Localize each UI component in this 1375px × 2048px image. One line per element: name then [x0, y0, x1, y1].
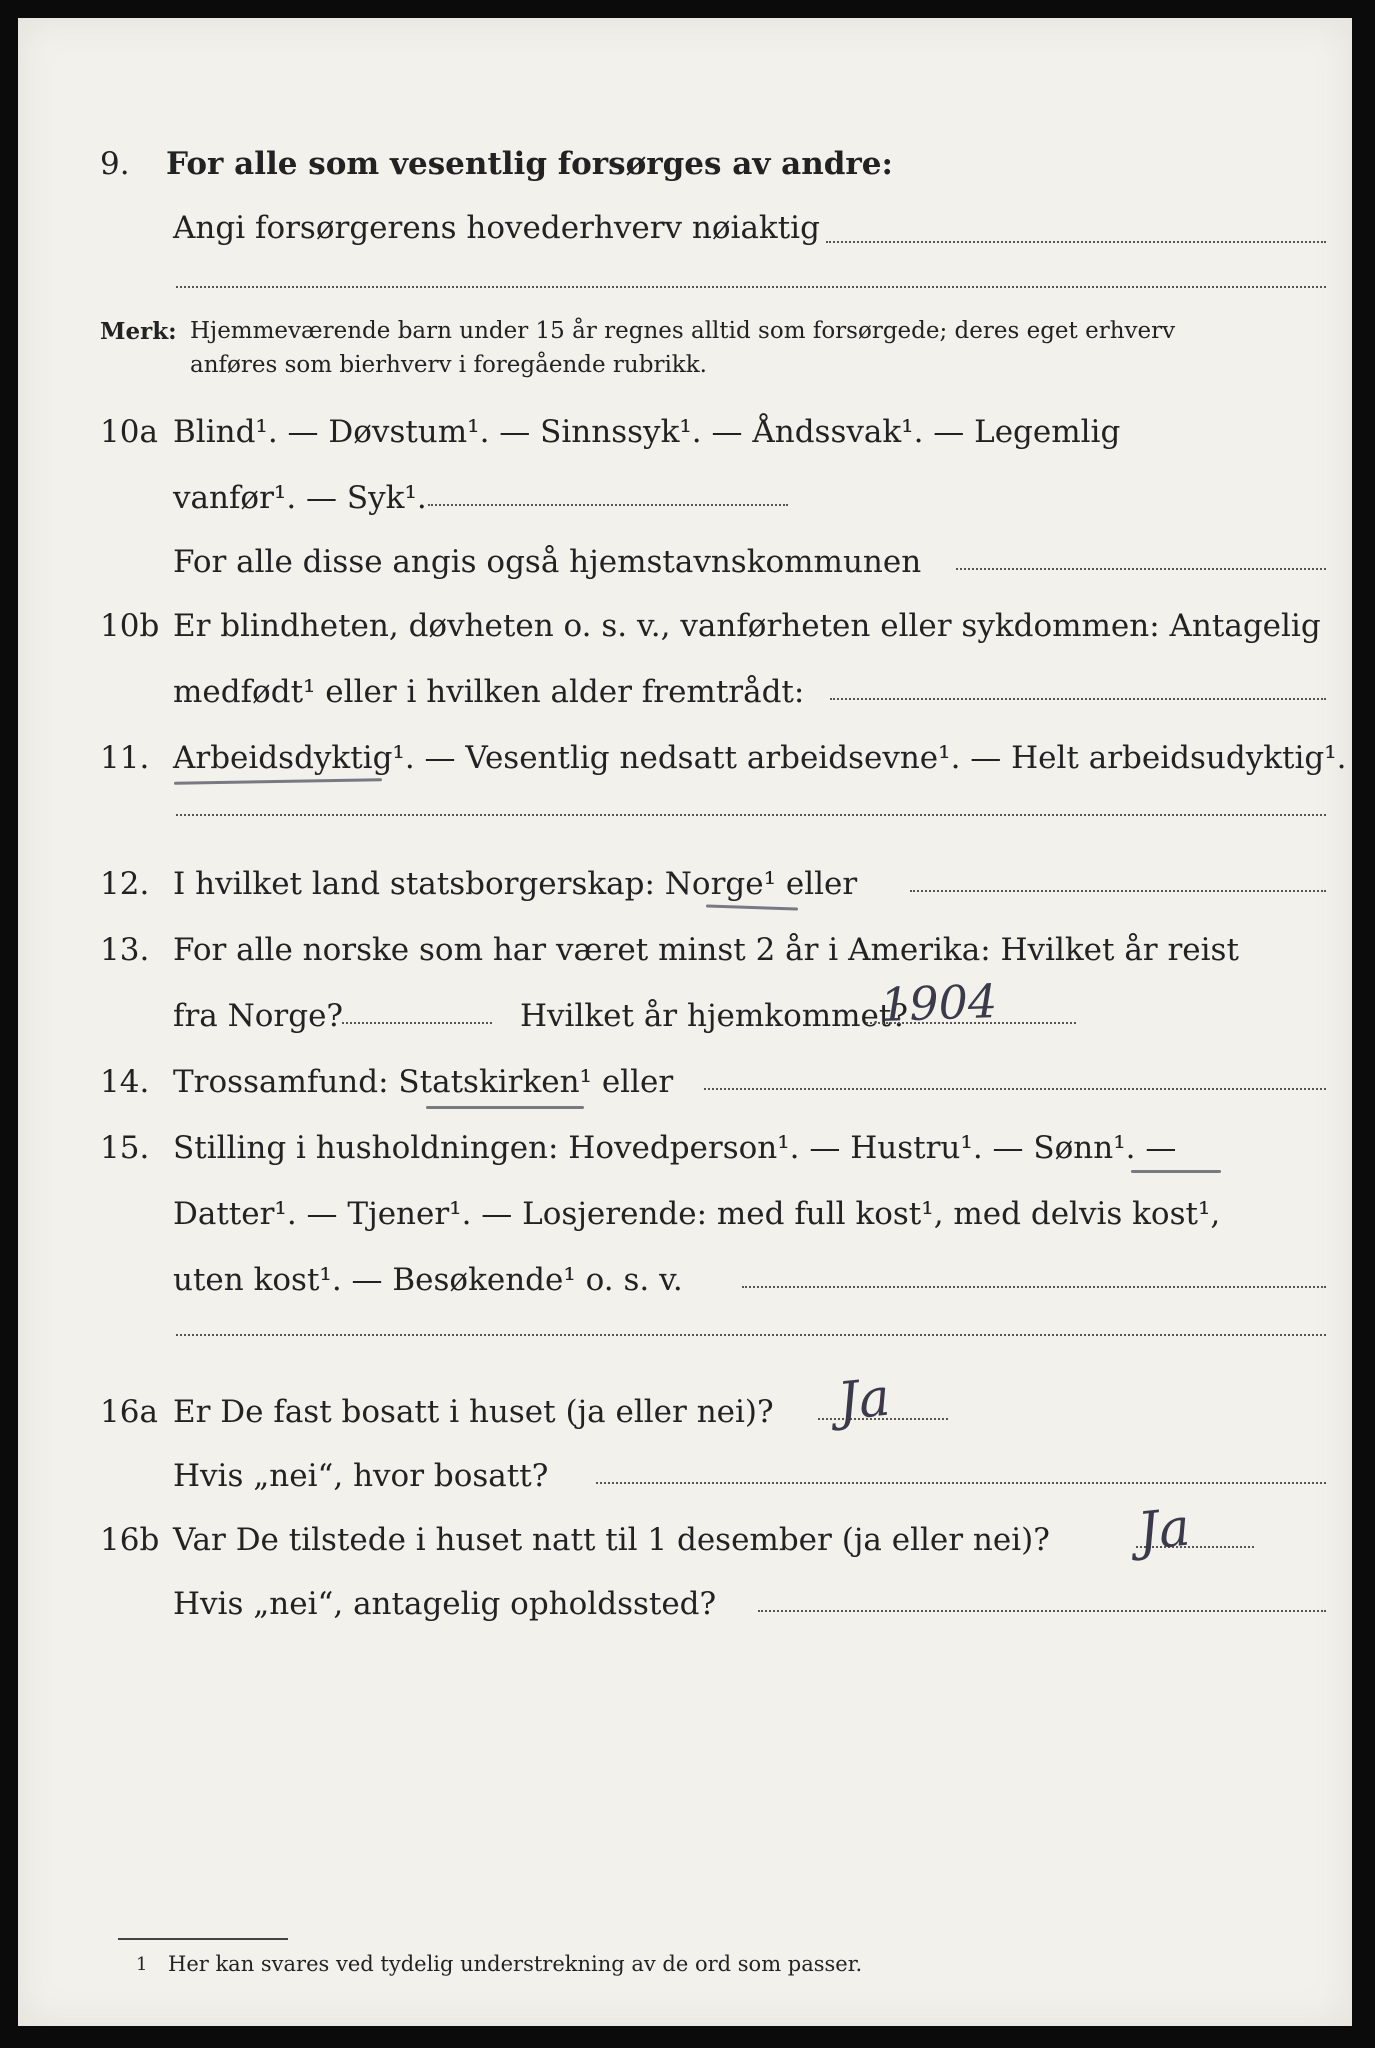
q14-number: 14.: [100, 1064, 150, 1100]
q16a-line2: Hvis „nei“, hvor bosatt?: [173, 1458, 549, 1494]
q16a-line1: Er De fast bosatt i huset (ja eller nei)?: [173, 1394, 774, 1430]
q15-number: 15.: [100, 1130, 150, 1166]
q12-fill-line: [910, 890, 1326, 892]
q10b-fill-line: [830, 698, 1326, 700]
q12-handwritten-underline: [706, 904, 798, 910]
q12-line1: I hvilket land statsborgerskap: Norge¹ eller: [173, 866, 858, 902]
footnote-text: Her kan svares ved tydelig understrekning av de ord som passer.: [168, 1952, 863, 1976]
q12-number: 12.: [100, 866, 150, 902]
census-form-page: [18, 18, 1352, 2026]
q10a-number: 10a: [100, 414, 158, 450]
footnote-mark: 1: [136, 1954, 148, 1975]
q10a-line3: For alle disse angis også hjemstavnskommunen: [173, 544, 922, 580]
q9-line1: For alle som vesentlig forsørges av andre:: [166, 146, 893, 182]
merk-line2: anføres som bierhverv i foregående rubrikk.: [190, 352, 707, 378]
q15-rule: [176, 1334, 1326, 1336]
q10a-line2: vanfør¹. — Syk¹.: [173, 480, 427, 516]
q16a-fill-line-2: [596, 1482, 1326, 1484]
q14-line1: Trossamfund: Statskirken¹ eller: [173, 1064, 674, 1100]
q9-line2: Angi forsørgerens hovederhverv nøiaktig: [173, 210, 820, 246]
q11-handwritten-underline: [174, 778, 382, 785]
q16a-handwritten-answer: Ja: [835, 1367, 893, 1433]
q16b-handwritten-answer: Ja: [1135, 1497, 1193, 1563]
q15-line2: Datter¹. — Tjener¹. — Losjerende: med full kost¹, med delvis kost¹,: [173, 1196, 1221, 1232]
q13-handwritten-answer: 1904: [879, 973, 998, 1033]
q16b-line1: Var De tilstede i huset natt til 1 desember (ja eller nei)?: [173, 1522, 1050, 1558]
q13-number: 13.: [100, 932, 150, 968]
q9-fill-line: [826, 241, 1326, 243]
q16a-number: 16a: [100, 1394, 158, 1430]
q13-line2a: fra Norge?: [173, 998, 344, 1034]
q15-line1: Stilling i husholdningen: Hovedperson¹. — Hustru¹. — Sønn¹. —: [173, 1130, 1177, 1166]
q10a-fill-line-2: [956, 568, 1326, 570]
q16b-line2: Hvis „nei“, antagelig opholdssted?: [173, 1586, 717, 1622]
q11-rule: [176, 814, 1326, 816]
q13-fill-line-1: [342, 1022, 492, 1024]
merk-label: Merk:: [100, 318, 177, 345]
q10b-line1: Er blindheten, døvheten o. s. v., vanførheten eller sykdommen: Antagelig: [173, 608, 1321, 644]
q13-line2b: Hvilket år hjemkommet?: [520, 998, 908, 1034]
q9-number: 9.: [100, 146, 130, 182]
q15-fill-line: [742, 1286, 1326, 1288]
q14-handwritten-underline: [426, 1106, 584, 1109]
q10a-line1: Blind¹. — Døvstum¹. — Sinnssyk¹. — Åndssvak¹. — Legemlig: [173, 414, 1121, 450]
q11-line1: Arbeidsdyktig¹. — Vesentlig nedsatt arbeidsevne¹. — Helt arbeidsudyktig¹.: [173, 740, 1347, 776]
footnote-rule: [118, 1938, 288, 1940]
q15-line3: uten kost¹. — Besøkende¹ o. s. v.: [173, 1262, 683, 1298]
q10b-number: 10b: [100, 608, 160, 644]
q13-line1: For alle norske som har været minst 2 år i Amerika: Hvilket år reist: [173, 932, 1239, 968]
q10a-fill-line: [428, 504, 788, 506]
q16b-fill-line-2: [758, 1610, 1326, 1612]
q9-rule: [176, 286, 1326, 288]
q11-number: 11.: [100, 740, 150, 776]
merk-line1: Hjemmeværende barn under 15 år regnes alltid som forsørgede; deres eget erhverv: [190, 318, 1176, 344]
q10b-line2: medfødt¹ eller i hvilken alder fremtrådt:: [173, 674, 805, 710]
q16b-number: 16b: [100, 1522, 160, 1558]
q15-handwritten-underline: [1131, 1170, 1221, 1173]
q14-fill-line: [704, 1088, 1326, 1090]
